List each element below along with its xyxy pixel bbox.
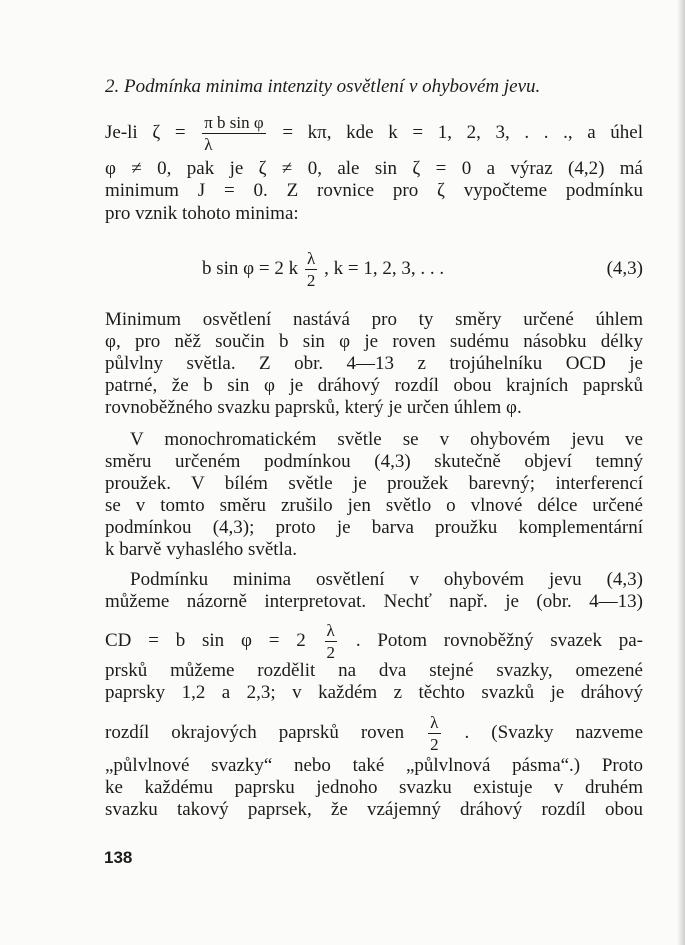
para2-line-1: V monochromatickém světle se v ohybovém jevu ve (130, 429, 643, 450)
para3-line-4: prsků můžeme rozdělit na dva stejné svazky, omezené (105, 660, 643, 681)
intro-line-3: minimum J = 0. Z rovnice pro ζ vypočteme podmínku (105, 180, 643, 201)
half-lambda-fraction (428, 714, 441, 753)
zeta-numerator: π b sin φ (204, 113, 264, 132)
equation-numerator: λ (306, 249, 316, 268)
para1-line-3: půlvlny světla. Z obr. 4—13 z trojúhelníku OCD je (105, 353, 643, 374)
cd-fraction (325, 622, 338, 661)
intro-line-1-end: = kπ, kde k = 1, 2, 3, . . ., a úhel (282, 121, 644, 143)
equation-left: b sin φ = 2 k (202, 257, 299, 279)
para3-line-7: „půlvlnové svazky“ nebo také „půlvlnová pásma“.) Proto (105, 755, 643, 776)
page-number: 138 (104, 848, 133, 867)
half-lambda-numerator: λ (430, 713, 439, 732)
section-heading: 2. Podmínka minima intenzity osvětlení v ohybovém jevu. (105, 76, 541, 97)
equation-right: , k = 1, 2, 3, . . . (324, 257, 445, 279)
zeta-denominator: λ (202, 133, 265, 153)
equation-number: (4,3) (606, 258, 643, 279)
para2-line-6: k barvě vyhaslého světla. (105, 539, 298, 560)
half-lambda-denominator: 2 (430, 735, 439, 754)
intro-line-4: pro vznik tohoto minima: (105, 203, 299, 224)
para3-line-6-start: rozdíl okrajových paprsků roven (105, 721, 405, 743)
intro-line-1 (105, 114, 643, 153)
para2-line-5: podmínkou (4,3); proto je barva proužku komplementární (105, 517, 643, 538)
para2-line-3: proužek. V bílém světle je proužek barevný; interferencí (105, 473, 643, 494)
para2-line-2: směru určeném podmínkou (4,3) skutečně objeví temný (105, 451, 643, 472)
equation-body (202, 250, 444, 289)
para3-line-9: svazku takový paprsek, že vzájemný dráhový rozdíl obou (105, 799, 643, 820)
para1-line-1: Minimum osvětlení nastává pro ty směry určené úhlem (105, 309, 643, 330)
intro-line-2: φ ≠ 0, pak je ζ ≠ 0, ale sin ζ = 0 a výraz (4,2) má (105, 158, 643, 179)
para3-line-8: ke každému paprsku jednoho svazku existuje v druhém (105, 777, 643, 798)
cd-denominator: 2 (326, 643, 336, 662)
equation-4-3 (105, 244, 643, 288)
para3-line-6 (105, 714, 643, 753)
cd-numerator: λ (326, 621, 335, 640)
page-edge-shadow (677, 0, 685, 945)
intro-line-1-start: Je-li ζ = (105, 121, 186, 143)
para3-line-6-end: . (Svazky nazveme (464, 721, 643, 743)
para1-line-5: rovnoběžného svazku paprsků, který je určen úhlem φ. (105, 397, 522, 418)
para3-line-3-end: . Potom rovnoběžný svazek pa- (355, 629, 644, 651)
para3-line-3 (105, 622, 643, 661)
para1-line-2: φ, pro něž součin b sin φ je roven sudému násobku délky (105, 331, 643, 352)
equation-denominator: 2 (306, 271, 316, 290)
para2-line-4: se v tomto směru zrušilo jen světlo o vlnové délce určené (105, 495, 643, 516)
para3-line-5: paprsky 1,2 a 2,3; v každém z těchto svazků je dráhový (105, 682, 643, 703)
para3-line-2: můžeme názorně interpretovat. Nechť např. je (obr. 4—13) (105, 591, 643, 612)
para3-line-1: Podmínku minima osvětlení v ohybovém jevu (4,3) (130, 569, 643, 590)
cd-expression: CD = b sin φ = 2 (105, 629, 306, 651)
equation-fraction (305, 250, 318, 289)
para1-line-4: patrné, že b sin φ je dráhový rozdíl obou krajních paprsků (105, 375, 643, 396)
zeta-fraction (202, 114, 265, 153)
